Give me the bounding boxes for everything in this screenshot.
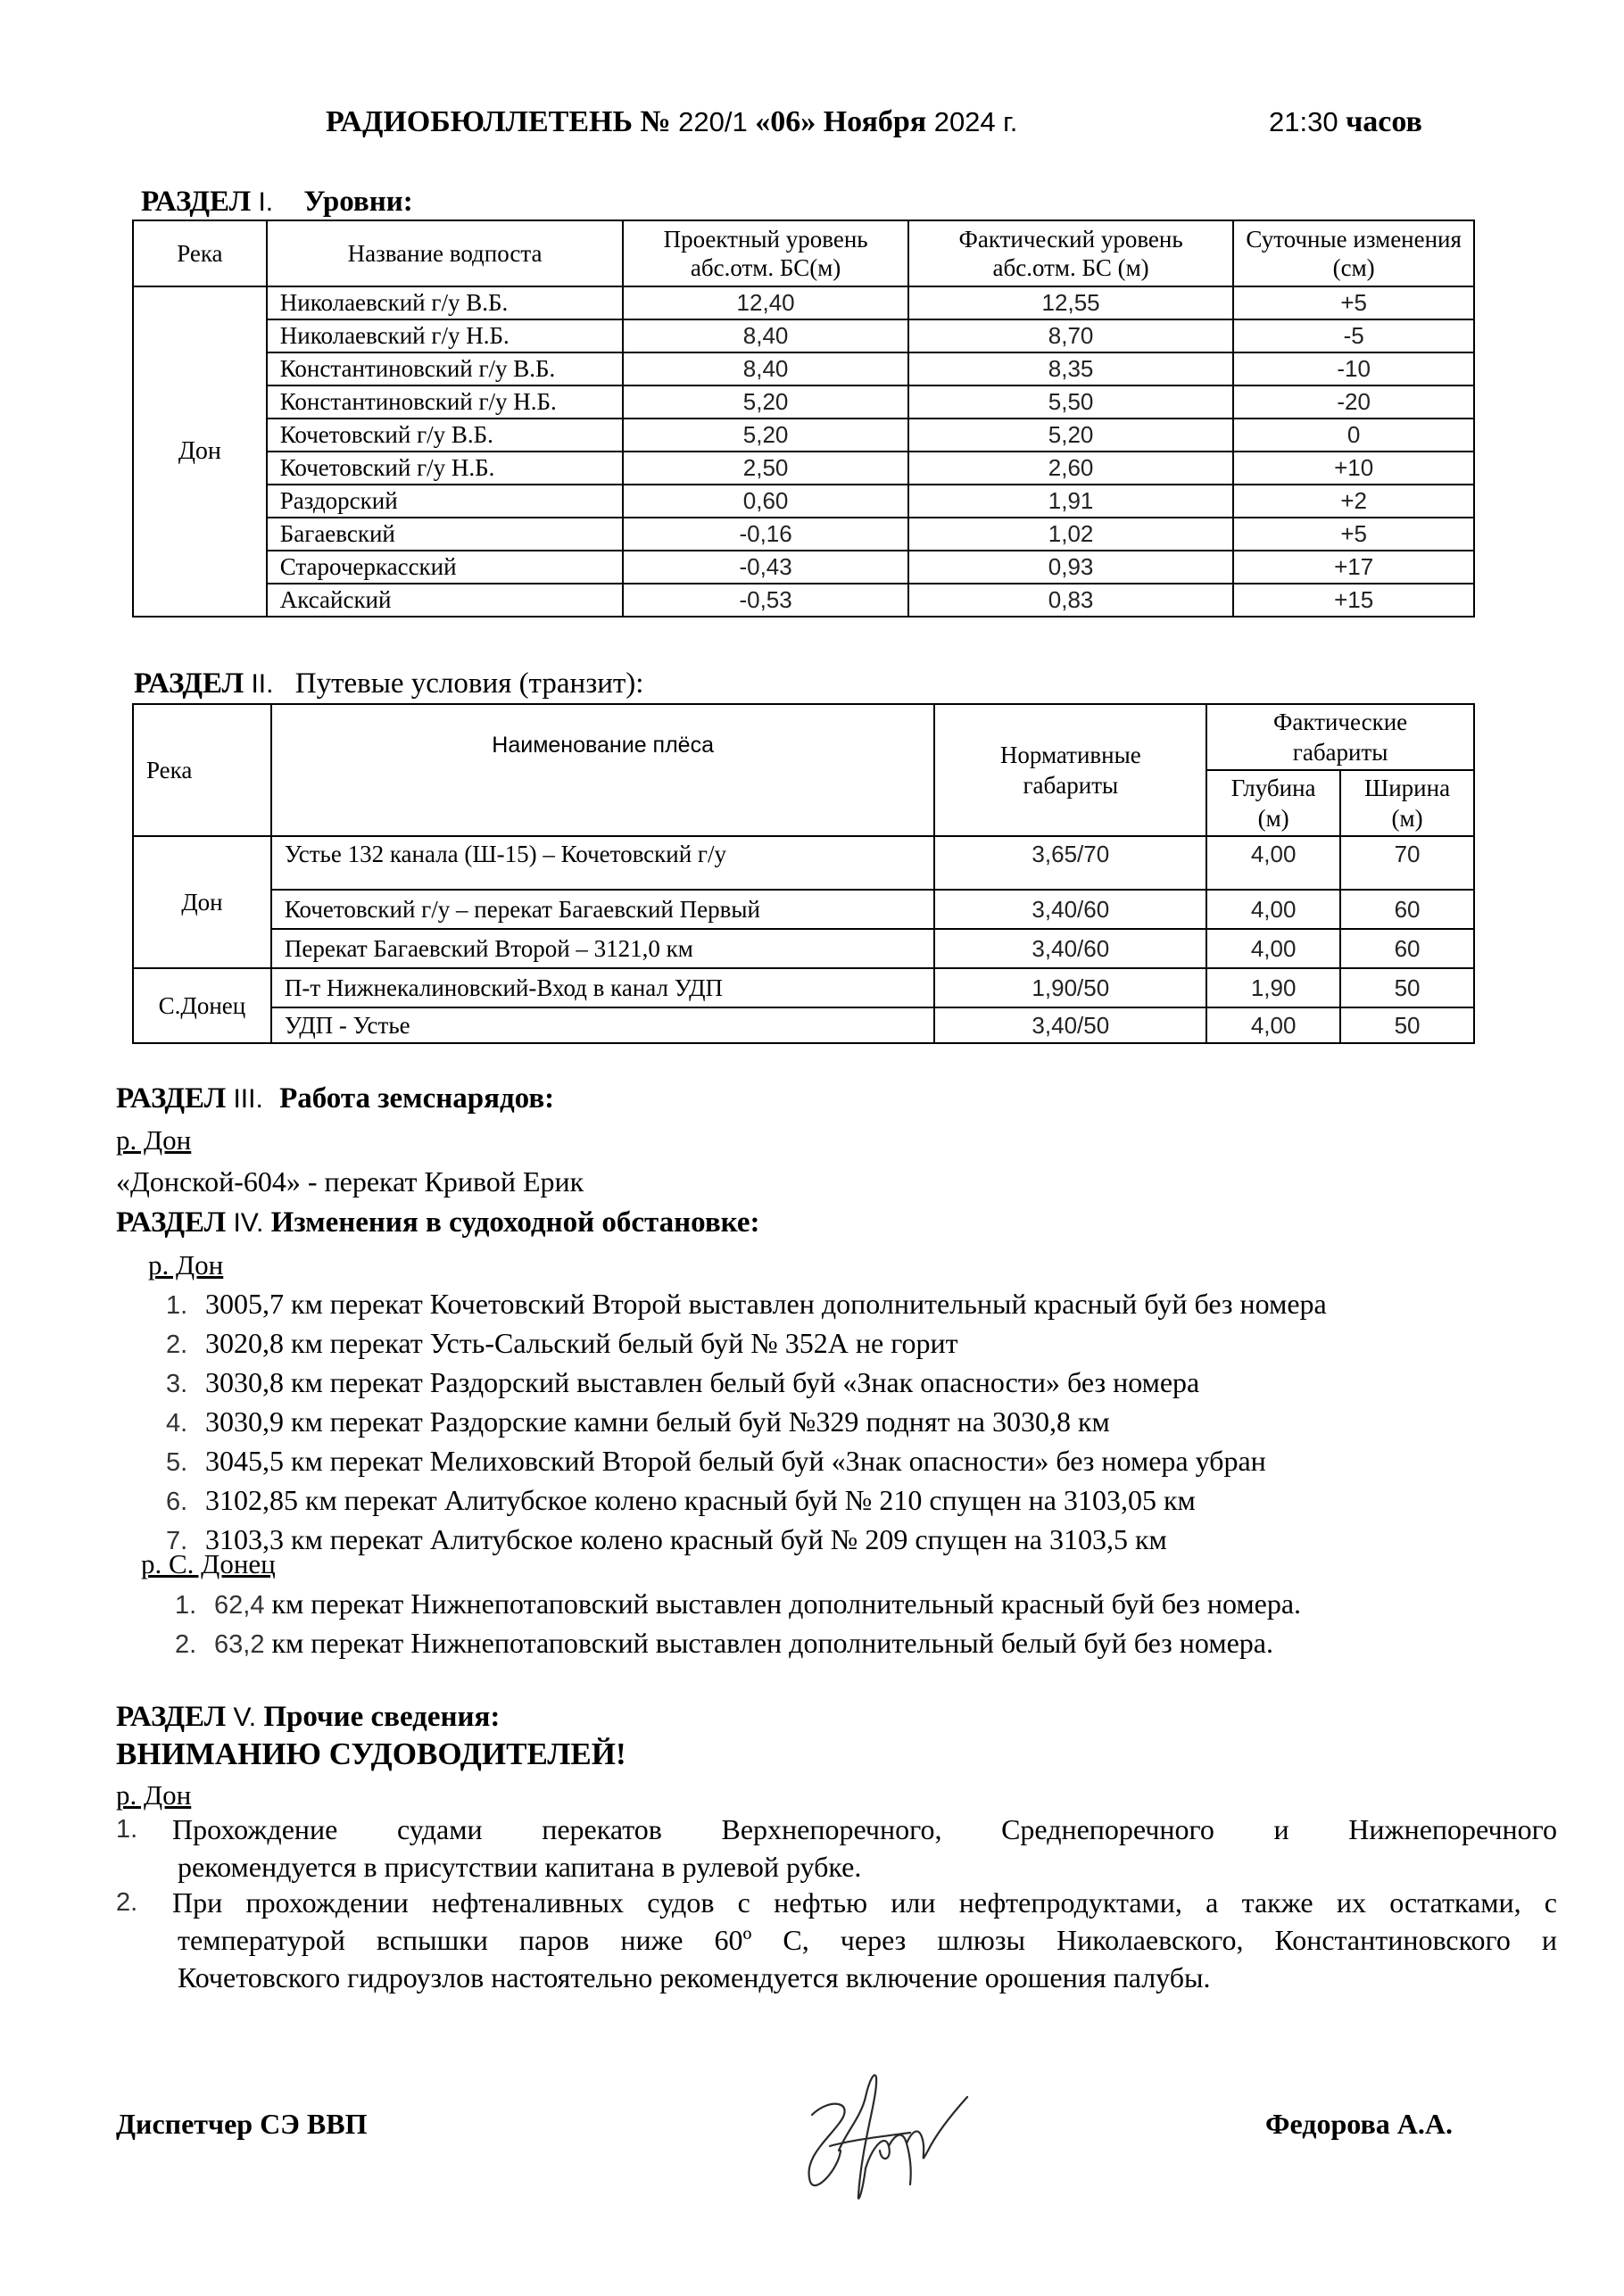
section4-river-don: р. Дон	[148, 1249, 224, 1281]
dispatcher-position: Диспетчер СЭ ВВП	[116, 2108, 368, 2140]
table-row: УДП - Устье 3,40/50 4,00 50	[133, 1007, 1474, 1043]
river-cell: С.Донец	[133, 968, 271, 1043]
section4-list-don	[166, 1285, 1558, 1560]
table-row: Старочеркасский -0,43 0,93 +17	[133, 551, 1474, 584]
col-depth: Глубина (м)	[1206, 770, 1340, 836]
col-actual-level: Фактический уровень абс.отм. БС (м)	[908, 220, 1233, 286]
col-norm: Нормативные габариты	[934, 704, 1206, 836]
col-reach: Наименование плёса	[271, 704, 935, 836]
section5-item2-line1: При прохождении нефтеналивных судов с нефтью или нефтепродуктами, а также их остатками, с	[172, 1886, 1557, 1919]
bulletin-time: 21:30 часов	[1269, 105, 1422, 138]
section4-heading: РАЗДЕЛ IV. Изменения в судоходной обстановке:	[116, 1206, 760, 1239]
table-row: Дон Устье 132 канала (Ш-15) – Кочетовский г/у 3,65/70 4,00 70	[133, 836, 1474, 890]
list-item: 1. 3005,7 км перекат Кочетовский Второй выставлен дополнительный красный буй без номера	[166, 1288, 1327, 1320]
bulletin-year: 2024	[933, 106, 996, 137]
levels-table-header	[133, 220, 1474, 286]
bulletin-title: РАДИОБЮЛЛЕТЕНЬ № 220/1 «06» Ноября 2024 г.	[326, 105, 1018, 138]
table-row: Багаевский -0,16 1,02 +5	[133, 518, 1474, 551]
river-cell: Дон	[133, 286, 267, 617]
attention-heading: ВНИМАНИЮ СУДОВОДИТЕЛЕЙ!	[116, 1737, 626, 1771]
levels-table	[132, 220, 1475, 618]
table-row: Николаевский г/у Н.Б. 8,40 8,70 -5	[133, 319, 1474, 352]
section5-heading: РАЗДЕЛ V. Прочие сведения:	[116, 1701, 501, 1733]
route-conditions-table	[132, 703, 1475, 1044]
table-row: Дон Николаевский г/у В.Б. 12,40 12,55 +5	[133, 286, 1474, 319]
section5-item2-line2: температурой вспышки паров ниже 60º С, через шлюзы Николаевского, Константиновского и	[178, 1924, 1557, 1956]
list-item: 6. 3102,85 км перекат Алитубское колено красный буй № 210 спущен на 3103,05 км	[166, 1484, 1196, 1516]
section4-river-donets: р. С. Донец	[141, 1548, 276, 1579]
bulletin-number: 220/1	[678, 106, 748, 137]
table-row: Константиновский г/у В.Б. 8,40 8,35 -10	[133, 352, 1474, 385]
col-river: Река	[133, 220, 267, 286]
col-post-name: Название водпоста	[267, 220, 624, 286]
section5-item1-line1: Прохождение судами перекатов Верхнепоречного, Среднепоречного и Нижнепоречного	[172, 1813, 1557, 1845]
table-row: Перекат Багаевский Второй – 3121,0 км 3,40/60 4,00 60	[133, 929, 1474, 968]
section4-list-donets	[175, 1585, 1567, 1663]
table-row: Раздорский 0,60 1,91 +2	[133, 485, 1474, 518]
table-row: Кочетовский г/у В.Б. 5,20 5,20 0	[133, 419, 1474, 452]
col-daily-change: Суточные изменения (см)	[1233, 220, 1474, 286]
section2-heading: РАЗДЕЛ II. Путевые условия (транзит):	[134, 667, 644, 700]
signature	[776, 2061, 990, 2213]
section1-heading: РАЗДЕЛ I. Уровни:	[141, 186, 413, 218]
list-item: 4. 3030,9 км перекат Раздорские камни белый буй №329 поднят на 3030,8 км	[166, 1405, 1110, 1438]
river-cell: Дон	[133, 836, 271, 968]
table-row: Аксайский -0,53 0,83 +15	[133, 584, 1474, 617]
table-row: Константиновский г/у Н.Б. 5,20 5,50 -20	[133, 385, 1474, 419]
dispatcher-name: Федорова А.А.	[1265, 2108, 1453, 2140]
section3-heading: РАЗДЕЛ III. Работа земснарядов:	[116, 1082, 555, 1115]
col-river: Река	[133, 704, 271, 836]
section5-river: р. Дон	[116, 1779, 192, 1811]
list-item: 5. 3045,5 км перекат Мелиховский Второй белый буй «Знак опасности» без номера убран	[166, 1445, 1266, 1477]
section3-dredger: «Донской-604» - перекат Кривой Ерик	[116, 1165, 584, 1198]
list-item: 3. 3030,8 км перекат Раздорский выставлен белый буй «Знак опасности» без номера	[166, 1366, 1200, 1398]
col-project-level: Проектный уровень абс.отм. БС(м)	[623, 220, 908, 286]
list-item: 7. 3103,3 км перекат Алитубское колено красный буй № 209 спущен на 3103,5 км	[166, 1523, 1167, 1555]
section5-item1-line2: рекомендуется в присутствии капитана в рулевой рубке.	[178, 1851, 862, 1883]
list-item: 1. 62,4 км перекат Нижнепотаповский выставлен дополнительный красный буй без номера.	[175, 1587, 1302, 1620]
list-item: 2. 3020,8 км перекат Усть-Сальский белый буй № 352А не горит	[166, 1327, 958, 1359]
section3-river: р. Дон	[116, 1124, 192, 1156]
list-number: 1.	[116, 1815, 138, 1844]
col-actual: Фактические габариты	[1206, 704, 1474, 770]
table-row: С.Донец П-т Нижнекалиновский-Вход в канал УДП 1,90/50 1,90 50	[133, 968, 1474, 1007]
table-row: Кочетовский г/у Н.Б. 2,50 2,60 +10	[133, 452, 1474, 485]
bulletin-day: «06»	[755, 105, 816, 138]
section5-item2-line3: Кочетовского гидроузлов настоятельно рекомендуется включение орошения палубы.	[178, 1961, 1211, 1993]
bulletin-month: Ноября	[823, 105, 927, 138]
table-row: Кочетовский г/у – перекат Багаевский Первый 3,40/60 4,00 60	[133, 890, 1474, 929]
list-number: 2.	[116, 1888, 138, 1917]
list-item: 2. 63,2 км перекат Нижнепотаповский выставлен дополнительный белый буй без номера.	[175, 1627, 1273, 1659]
col-width: Ширина (м)	[1340, 770, 1474, 836]
